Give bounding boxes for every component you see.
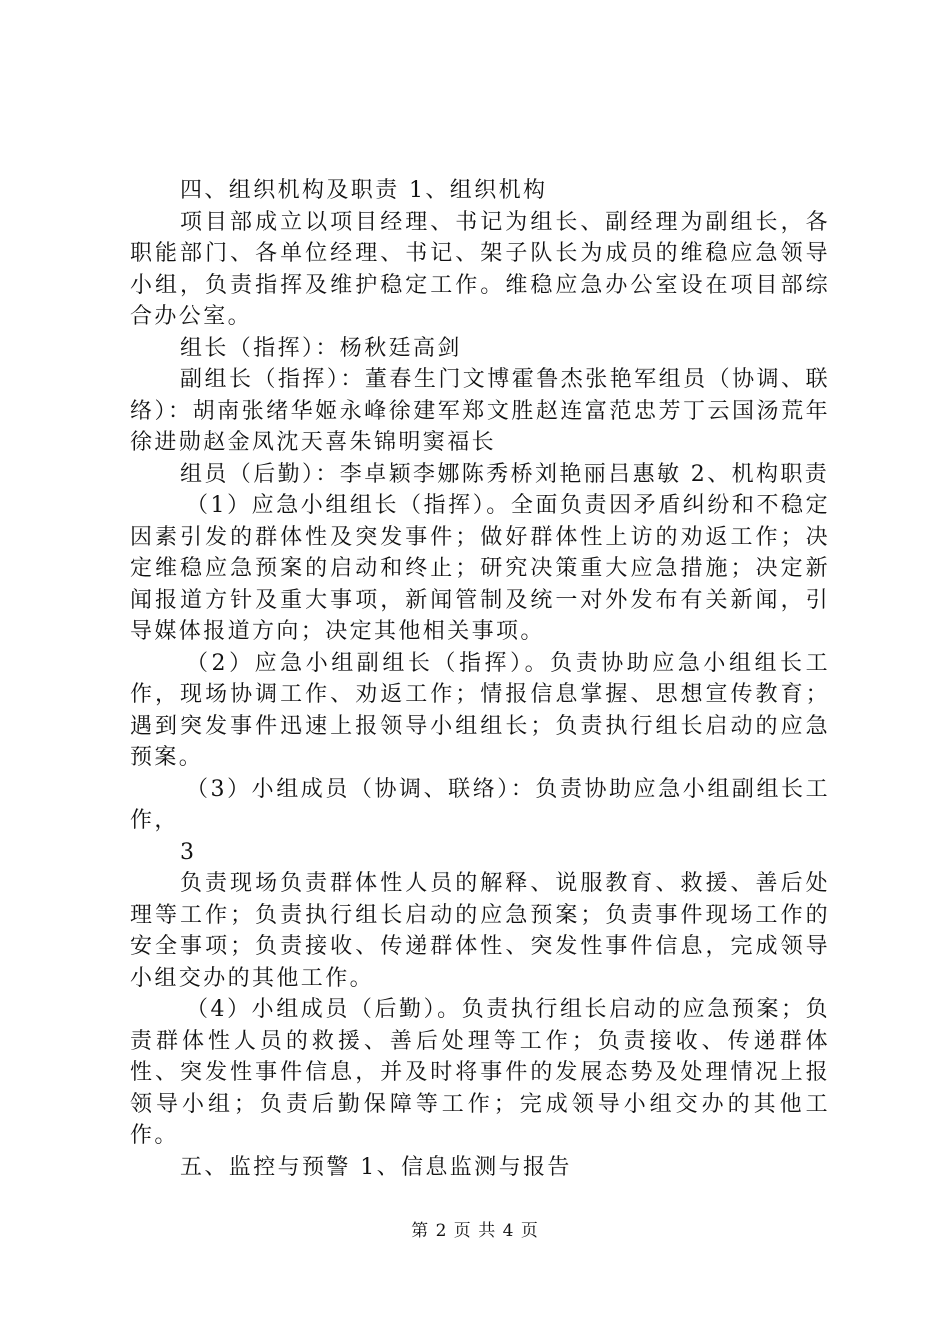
section-heading-5: 五、监控与预警 1、信息监测与报告 <box>180 1154 572 1180</box>
section-heading-4: 四、组织机构及职责 1、组织机构 <box>180 178 548 203</box>
paragraph-duty-3: （3）小组成员（协调、联络）：负责协助应急小组副组长工作， <box>130 776 830 833</box>
inline-page-number: 3 <box>180 839 197 865</box>
paragraph-duty-4: （4）小组成员（后勤）。负责执行组长启动的应急预案；负责群体性人员的救援、善后处理等工作；负责接收、传递群体性、突发性事件信息，并及时将事件的发展态势及处理情况上报领导小组；负责后勤保障等工作；完成领导小组交办的其他工作。 <box>130 997 830 1148</box>
document-body <box>130 175 830 1183</box>
paragraph-organization: 项目部成立以项目经理、书记为组长、副经理为副组长，各职能部门、各单位经理、书记、架子队长为成员的维稳应急领导小组，负责指挥及维护稳定工作。维稳应急办公室设在项目部综合办公室。 <box>130 209 830 329</box>
paragraph-duty-1: （1）应急小组组长（指挥）。全面负责因矛盾纠纷和不稳定因素引发的群体性及突发事件；做好群体性上访的劝返工作；决定维稳应急预案的启动和终止；研究决策重大应急措施；决定新闻报道方针及重大事项，新闻管制及统一对外发布有关新闻，引导媒体报道方向；决定其他相关事项。 <box>130 493 830 644</box>
paragraph-duty-3-continued: 负责现场负责群体性人员的解释、说服教育、救援、善后处理等工作；负责执行组长启动的应急预案；负责事件现场工作的安全事项；负责接收、传递群体性、突发性事件信息，完成领导小组交办的其他工作。 <box>130 871 830 991</box>
paragraph-group-leader: 组长（指挥）：杨秋廷高剑 <box>180 335 462 361</box>
paragraph-duty-2: （2）应急小组副组长（指挥）。负责协助应急小组组长工作，现场协调工作、劝返工作；情报信息掌握、思想宣传教育；遇到突发事件迅速上报领导小组组长；负责执行组长启动的应急预案。 <box>130 650 830 770</box>
paragraph-logistics-members: 组员（后勤）：李卓颖李娜陈秀桥刘艳丽吕惠敏 2、机构职责 <box>180 461 830 487</box>
page-footer: 第 2 页 共 4 页 <box>411 1221 539 1241</box>
paragraph-deputy-leader: 副组长（指挥）：董春生门文博霍鲁杰张艳军组员（协调、联络）：胡南张绪华姬永峰徐建军郑文胜赵连富范忠芳丁云国汤荒年徐进勋赵金凤沈天喜朱锦明窦福长 <box>130 367 830 455</box>
